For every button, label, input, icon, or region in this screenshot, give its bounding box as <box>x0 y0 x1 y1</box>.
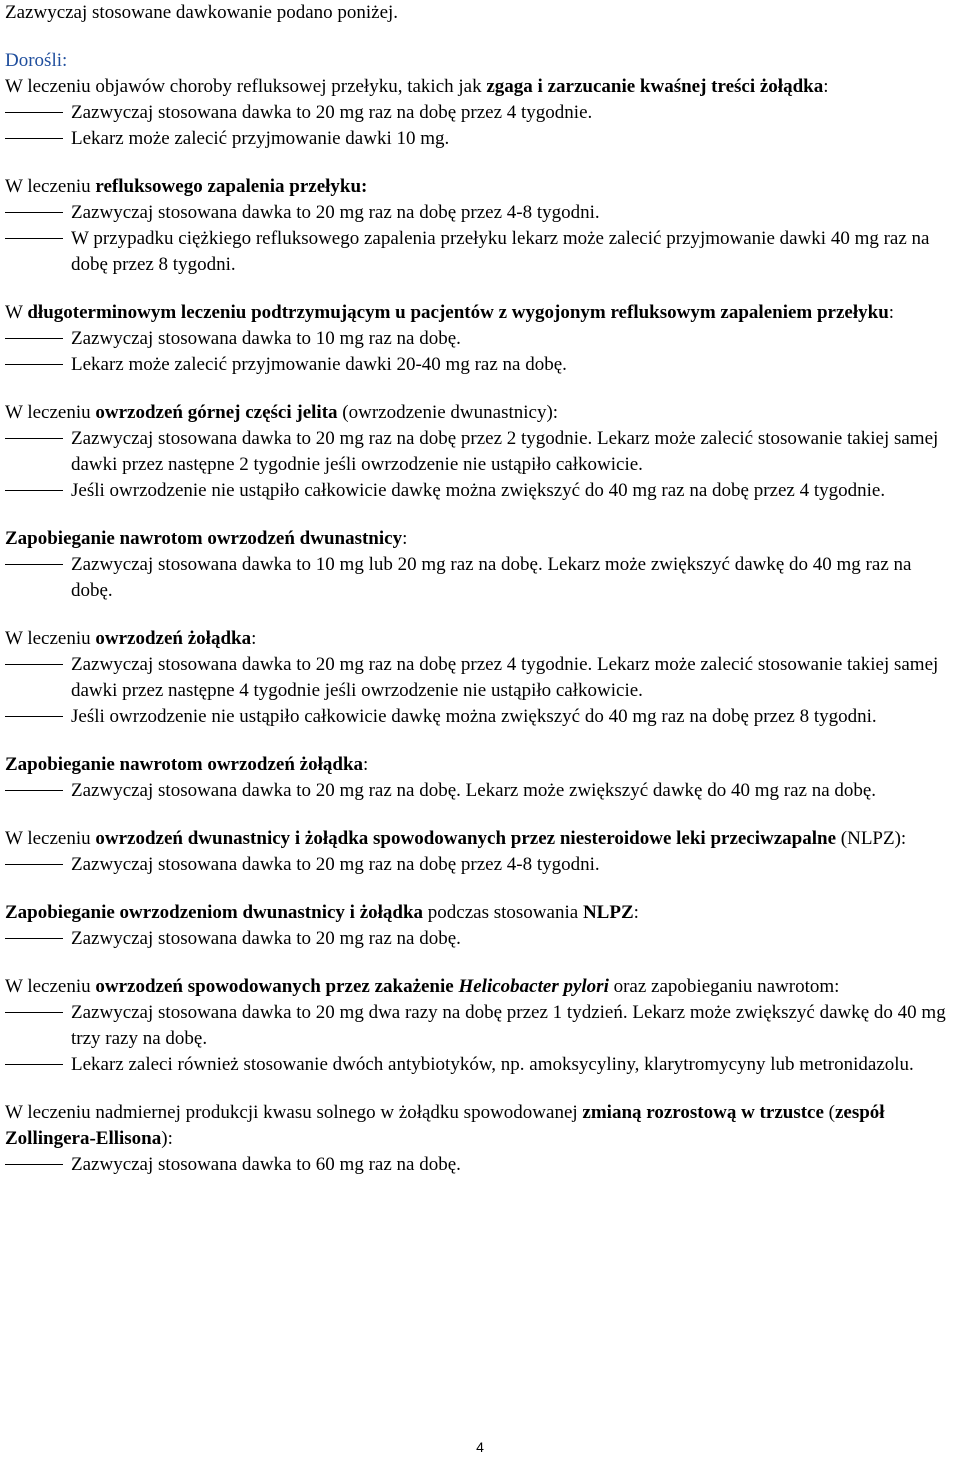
section-title-run: W leczeniu <box>5 176 96 197</box>
section-title-run: : <box>823 76 829 97</box>
list-item <box>5 1000 957 1052</box>
dash-bullet-icon <box>5 490 63 491</box>
section-title-run: zmianą rozrostową w trzustce <box>582 1102 824 1123</box>
dosage-list <box>5 1000 957 1078</box>
dosage-section <box>5 626 957 730</box>
list-item <box>5 852 957 878</box>
section-title-run: W leczeniu <box>5 828 96 849</box>
page-number: 4 <box>476 1439 484 1455</box>
section-title-run: Helicobacter pylori <box>458 976 609 997</box>
section-title-run: Zapobieganie nawrotom owrzodzeń dwunastnicy <box>5 528 403 549</box>
list-item <box>5 326 957 352</box>
dash-bullet-icon <box>5 716 63 717</box>
list-item-text: W przypadku ciężkiego refluksowego zapalenia przełyku lekarz może zalecić przyjmowanie dawki 40 mg raz na dobę przez 8 tygodni. <box>71 228 930 275</box>
section-title-run: W <box>5 302 28 323</box>
section-title-run: refluksowego zapalenia przełyku: <box>95 176 368 197</box>
list-item-text: Zazwyczaj stosowana dawka to 60 mg raz na dobę. <box>71 1154 461 1175</box>
list-item-text: Jeśli owrzodzenie nie ustąpiło całkowicie dawkę można zwiększyć do 40 mg raz na dobę przez 4 tygodnie. <box>71 480 886 501</box>
section-title-run: : <box>888 302 895 323</box>
dosage-list <box>5 852 957 878</box>
section-title-run: Zapobieganie owrzodzeniom dwunastnicy i żołądka <box>5 902 424 923</box>
section-title-run: W leczeniu nadmiernej produkcji kwasu solnego w żołądku spowodowanej <box>5 1102 583 1123</box>
list-item-text: Lekarz zaleci również stosowanie dwóch antybiotyków, np. amoksycyliny, klarytromycyny lub metronidazolu. <box>71 1054 914 1075</box>
list-item-text: Zazwyczaj stosowana dawka to 20 mg raz na dobę przez 4 tygodnie. <box>71 102 593 123</box>
section-title-run: ( <box>823 1102 835 1123</box>
list-item-text: Zazwyczaj stosowana dawka to 20 mg raz na dobę przez 4-8 tygodni. <box>71 202 600 223</box>
section-title-run: W leczeniu <box>5 402 96 423</box>
dosage-list <box>5 326 957 378</box>
section-title-run: W leczeniu <box>5 628 96 649</box>
list-item <box>5 552 957 604</box>
dash-bullet-icon <box>5 238 63 239</box>
list-item <box>5 226 957 278</box>
dosage-section <box>5 1100 957 1178</box>
list-item <box>5 1052 957 1078</box>
section-title <box>5 626 957 652</box>
list-item <box>5 704 957 730</box>
list-item <box>5 1152 957 1178</box>
section-title-run: W leczeniu objawów choroby refluksowej przełyku, takich jak <box>5 76 487 97</box>
dash-bullet-icon <box>5 790 63 791</box>
list-item-text: Zazwyczaj stosowana dawka to 20 mg raz na dobę przez 4-8 tygodni. <box>71 854 600 875</box>
section-title <box>5 300 957 326</box>
list-item <box>5 352 957 378</box>
section-title <box>5 900 957 926</box>
section-title-run: (owrzodzenie dwunastnicy): <box>337 402 559 423</box>
section-title <box>5 174 957 200</box>
adults-label: Dorośli: <box>5 50 68 71</box>
section-title-run: zespół Zollingera-Ellisona <box>5 1102 885 1149</box>
dash-bullet-icon <box>5 1164 63 1165</box>
list-item-text: Zazwyczaj stosowana dawka to 10 mg raz na dobę. <box>71 328 461 349</box>
section-title <box>5 526 957 552</box>
section-title-run: : <box>363 754 369 775</box>
dash-bullet-icon <box>5 1012 63 1013</box>
dash-bullet-icon <box>5 1064 63 1065</box>
list-item-text: Zazwyczaj stosowana dawka to 10 mg lub 20 mg raz na dobę. Lekarz może zwiększyć dawkę do 40 mg raz na dobę. <box>71 554 912 601</box>
list-item <box>5 426 957 478</box>
list-item-text: Lekarz może zalecić przyjmowanie dawki 10 mg. <box>71 128 450 149</box>
dosage-section <box>5 400 957 504</box>
dash-bullet-icon <box>5 564 63 565</box>
list-item <box>5 126 957 152</box>
list-item-text: Zazwyczaj stosowana dawka to 20 mg raz na dobę przez 2 tygodnie. Lekarz może zalecić stosowanie takiej samej dawki przez następne 2 tygodnie jeśli owrzodzenie nie ustąpiło całkowicie. <box>71 428 939 475</box>
section-title-run: Zapobieganie nawrotom owrzodzeń żołądka <box>5 754 364 775</box>
section-title-run: NLPZ <box>582 902 634 923</box>
dash-bullet-icon <box>5 338 63 339</box>
section-title-run: owrzodzeń górnej części jelita <box>95 402 338 423</box>
dash-bullet-icon <box>5 112 63 113</box>
section-title <box>5 826 957 852</box>
section-title-run: (NLPZ): <box>836 828 907 849</box>
list-item-text: Lekarz może zalecić przyjmowanie dawki 20-40 mg raz na dobę. <box>71 354 567 375</box>
section-title-run: : <box>633 902 639 923</box>
list-item <box>5 926 957 952</box>
list-item-text: Jeśli owrzodzenie nie ustąpiło całkowicie dawkę można zwiększyć do 40 mg raz na dobę przez 8 tygodni. <box>71 706 877 727</box>
list-item <box>5 778 957 804</box>
list-item <box>5 478 957 504</box>
dosage-section <box>5 74 957 152</box>
dosage-section <box>5 300 957 378</box>
list-item-text: Zazwyczaj stosowana dawka to 20 mg raz na dobę. Lekarz może zwiększyć dawkę do 40 mg raz na dobę. <box>71 780 877 801</box>
list-item <box>5 100 957 126</box>
dosage-section <box>5 974 957 1078</box>
dash-bullet-icon <box>5 138 63 139</box>
section-title-run: owrzodzeń dwunastnicy i żołądka spowodowanych przez niesteroidowe leki przeciwzapalne <box>95 828 837 849</box>
dash-bullet-icon <box>5 364 63 365</box>
section-title-run: ): <box>161 1128 173 1149</box>
dash-bullet-icon <box>5 664 63 665</box>
section-title-run: oraz zapobieganiu nawrotom: <box>608 976 840 997</box>
section-title-run: : <box>251 628 257 649</box>
dash-bullet-icon <box>5 864 63 865</box>
dosage-section <box>5 526 957 604</box>
section-title-run: owrzodzeń żołądka <box>95 628 252 649</box>
dosage-section <box>5 752 957 804</box>
section-title-run: : <box>402 528 408 549</box>
list-item-text: Zazwyczaj stosowana dawka to 20 mg dwa razy na dobę przez 1 tydzień. Lekarz może zwiększyć dawkę do 40 mg trzy razy na dobę. <box>71 1002 946 1049</box>
list-item-text: Zazwyczaj stosowana dawka to 20 mg raz na dobę przez 4 tygodnie. Lekarz może zalecić stosowanie takiej samej dawki przez następne 4 tygodnie jeśli owrzodzenie nie ustąpiło całkowicie. <box>71 654 939 701</box>
dosage-list <box>5 652 957 730</box>
dosage-list <box>5 1152 957 1178</box>
dosage-list <box>5 778 957 804</box>
section-title <box>5 1100 957 1152</box>
dosage-list <box>5 926 957 952</box>
dosage-section <box>5 174 957 278</box>
section-title <box>5 752 957 778</box>
section-title-run: podczas stosowania <box>423 902 583 923</box>
dosage-sections <box>5 74 957 1178</box>
document-page <box>5 0 957 1200</box>
dosage-section <box>5 826 957 878</box>
list-item-text: Zazwyczaj stosowana dawka to 20 mg raz na dobę. <box>71 928 461 949</box>
section-title-run: owrzodzeń spowodowanych przez zakażenie <box>95 976 459 997</box>
section-title-run: zgaga i zarzucanie kwaśnej treści żołądka <box>486 76 824 97</box>
intro-text: Zazwyczaj stosowane dawkowanie podano poniżej. <box>5 2 399 23</box>
dosage-section <box>5 900 957 952</box>
list-item <box>5 652 957 704</box>
section-title-run: długoterminowym leczeniu podtrzymującym u pacjentów z wygojonym refluksowym zapaleniem przełyku <box>27 302 889 323</box>
section-title <box>5 74 957 100</box>
list-item <box>5 200 957 226</box>
dosage-list <box>5 552 957 604</box>
section-title-run: W leczeniu <box>5 976 96 997</box>
section-title <box>5 974 957 1000</box>
dosage-list <box>5 200 957 278</box>
dosage-list <box>5 426 957 504</box>
section-title <box>5 400 957 426</box>
dash-bullet-icon <box>5 212 63 213</box>
dash-bullet-icon <box>5 938 63 939</box>
dash-bullet-icon <box>5 438 63 439</box>
dosage-list <box>5 100 957 152</box>
